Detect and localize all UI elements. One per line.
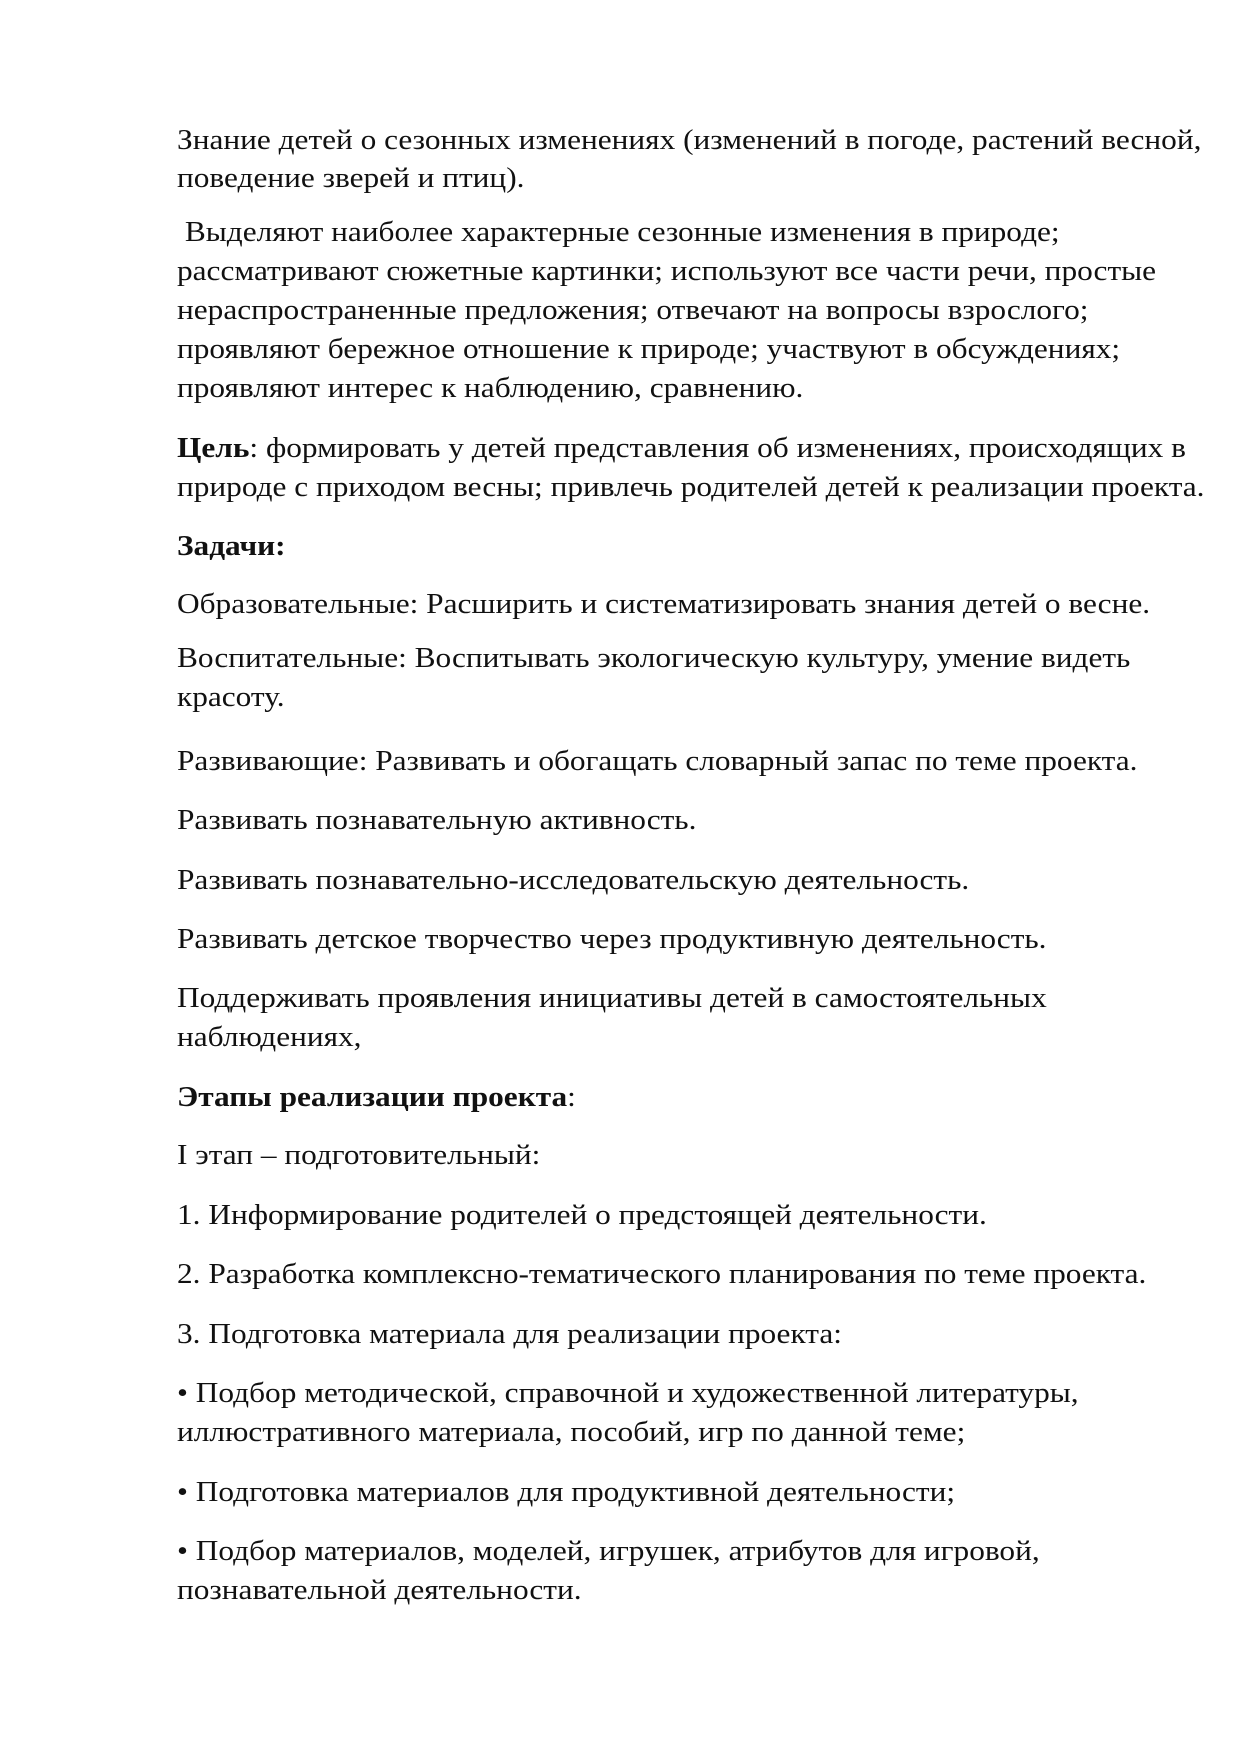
task-item: Развивать познавательно-исследовательскую деятельность. — [177, 864, 970, 896]
stage-item: 2. Разработка комплексно-тематического планирования по теме проекта. — [177, 1258, 1147, 1290]
bullet-item: • Подбор методической, справочной и художественной литературы, — [177, 1377, 1079, 1409]
task-item: наблюдениях, — [177, 1021, 362, 1053]
task-developing: Развивающие: Развивать и обогащать словарный запас по теме проекта. — [177, 745, 1138, 777]
goal-line: природе с приходом весны; привлечь родителей детей к реализации проекта. — [177, 471, 1205, 503]
task-item: Развивать детское творчество через продуктивную деятельность. — [177, 923, 1047, 955]
paragraph-line: проявляют бережное отношение к природе; участвуют в обсуждениях; — [177, 333, 1121, 365]
bullet-item: • Подготовка материалов для продуктивной деятельности; — [177, 1476, 956, 1508]
task-item: Поддерживать проявления инициативы детей в самостоятельных — [177, 982, 1047, 1014]
paragraph-line: Знание детей о сезонных изменениях (изменений в погоде, растений весной, — [177, 124, 1202, 156]
tasks-heading: Задачи: — [177, 530, 286, 562]
stage-item: 1. Информирование родителей о предстоящей деятельности. — [177, 1199, 987, 1231]
paragraph-line: поведение зверей и птиц). — [177, 162, 525, 194]
goal-text: : формировать у детей представления об изменениях, происходящих в — [249, 432, 1186, 464]
stages-heading-colon: : — [567, 1081, 576, 1113]
bullet-item: иллюстративного материала, пособий, игр по данной теме; — [177, 1416, 966, 1448]
task-upbringing: Воспитательные: Воспитывать экологическую культуру, умение видеть — [177, 642, 1131, 674]
bullet-item: • Подбор материалов, моделей, игрушек, атрибутов для игровой, — [177, 1535, 1040, 1567]
task-item: Развивать познавательную активность. — [177, 804, 697, 836]
paragraph-line: нераспространенные предложения; отвечают на вопросы взрослого; — [177, 294, 1089, 326]
goal-line — [177, 428, 1186, 468]
goal-label: Цель — [177, 432, 250, 464]
stages-heading — [177, 1077, 576, 1117]
stages-heading-label: Этапы реализации проекта — [177, 1081, 568, 1113]
stage-title: I этап – подготовительный: — [177, 1139, 541, 1171]
task-educational: Образовательные: Расширить и систематизировать знания детей о весне. — [177, 588, 1151, 620]
stage-item: 3. Подготовка материала для реализации проекта: — [177, 1318, 842, 1350]
paragraph-line: проявляют интерес к наблюдению, сравнению. — [177, 372, 804, 404]
paragraph-line: Выделяют наиболее характерные сезонные изменения в природе; — [177, 216, 1060, 248]
bullet-item: познавательной деятельности. — [177, 1574, 582, 1606]
paragraph-line: рассматривают сюжетные картинки; используют все части речи, простые — [177, 255, 1157, 287]
task-upbringing: красоту. — [177, 681, 285, 713]
